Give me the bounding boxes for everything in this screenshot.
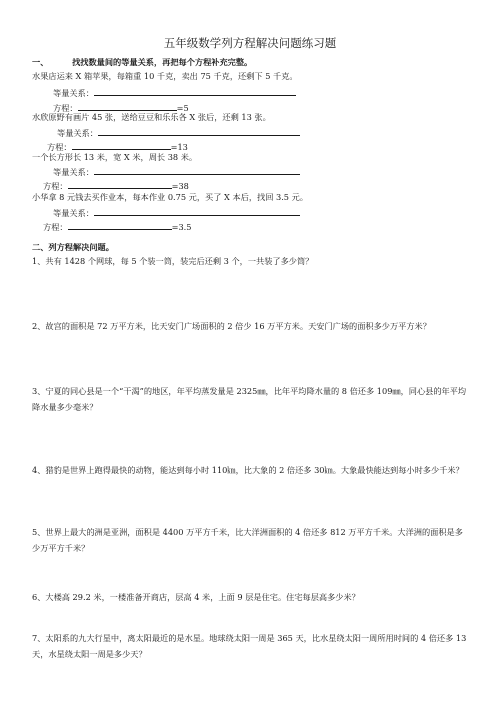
part1-heading-number: 一、 xyxy=(32,57,49,67)
word-problem-3: 3、宁夏的同心县是一个“干渴”的地区，年平均蒸发量是 2325㎜，比年平均降水量的 8 倍还多 109㎜，同心县的年平均降水量多少毫米？ xyxy=(32,386,467,412)
fill-problem-3-text: 一个长方形长 13 米，宽 X 米，周长 38 米。 xyxy=(32,152,198,162)
equation-result: =3.5 xyxy=(171,222,192,232)
fill-problem-3-relation xyxy=(53,166,300,178)
fill-problem-1-relation xyxy=(53,87,296,99)
equation-label: 方程： xyxy=(53,103,78,113)
equation-blank[interactable] xyxy=(68,221,172,230)
word-problem-1: 1、共有 1428 个网球，每 5 个装一筒，装完后还剩 3 个，一共装了多少筒？ xyxy=(32,256,314,266)
equation-blank[interactable] xyxy=(72,141,171,150)
equation-result: =38 xyxy=(171,181,189,191)
word-problem-5: 5、世界上最大的洲是亚洲，面积是 4400 万平方千米，比大洋洲面积的 4 倍还多 812 万平方千米。大洋洲的面积是多少万平方千米？ xyxy=(32,527,463,553)
word-problem-6: 6、大楼高 29.2 米，一楼准备开商店，层高 4 米，上面 9 层是住宅。住宅每层高多少米？ xyxy=(32,592,360,602)
fill-problem-2-text: 水欣原野有画片 45 张，送给豆豆和乐乐各 X 张后，还剩 13 张。 xyxy=(32,112,271,122)
part1-heading xyxy=(32,58,252,68)
word-problem-7: 7、太阳系的九大行星中，离太阳最近的是水星。地球绕太阳一周是 365 天，比水星绕太阳一周所用时间的 4 倍还多 13 天，水星绕太阳一周是多少天？ xyxy=(32,633,467,659)
worksheet-title: 五年级数学列方程解决问题练习题 xyxy=(163,36,337,50)
fill-problem-4-text: 小华拿 8 元钱去买作业本，每本作业 0.75 元，买了 X 本后，找回 3.5 元。 xyxy=(32,192,308,202)
part2-heading: 二、列方程解决问题。 xyxy=(32,242,114,252)
relation-label: 等量关系： xyxy=(53,167,94,177)
relation-blank[interactable] xyxy=(94,207,300,216)
relation-blank[interactable] xyxy=(94,87,296,96)
equation-label: 方程： xyxy=(47,142,72,152)
equation-result: =5 xyxy=(176,103,189,113)
fill-problem-4-equation xyxy=(43,221,191,233)
relation-blank[interactable] xyxy=(94,166,300,175)
equation-label: 方程： xyxy=(43,222,68,232)
word-problem-2: 2、故宫的面积是 72 万平方米，比天安门广场面积的 2 倍少 16 万平方米。天安门广场的面积多少万平方米？ xyxy=(32,321,431,331)
equation-result: =13 xyxy=(170,142,188,152)
equation-label: 方程： xyxy=(43,181,68,191)
fill-problem-4-relation xyxy=(53,207,300,219)
fill-problem-3-equation xyxy=(43,180,189,192)
equation-blank[interactable] xyxy=(68,180,172,189)
relation-label: 等量关系： xyxy=(57,128,98,138)
equation-blank[interactable] xyxy=(78,102,177,111)
relation-label: 等量关系： xyxy=(53,88,94,98)
relation-blank[interactable] xyxy=(98,127,300,136)
relation-label: 等量关系： xyxy=(53,208,94,218)
fill-problem-1-text: 水果店运来 X 箱苹果，每箱重 10 千克，卖出 75 千克，还剩下 5 千克。 xyxy=(32,71,298,81)
fill-problem-2-relation xyxy=(57,127,300,139)
word-problem-4: 4、猎豹是世界上跑得最快的动物，能达到每小时 110㎞，比大象的 2 倍还多 30㎞。大象最快能达到每小时多少千米？ xyxy=(32,465,464,475)
part1-heading-text: 找找数量间的等量关系，再把每个方程补充完整。 xyxy=(72,57,253,67)
